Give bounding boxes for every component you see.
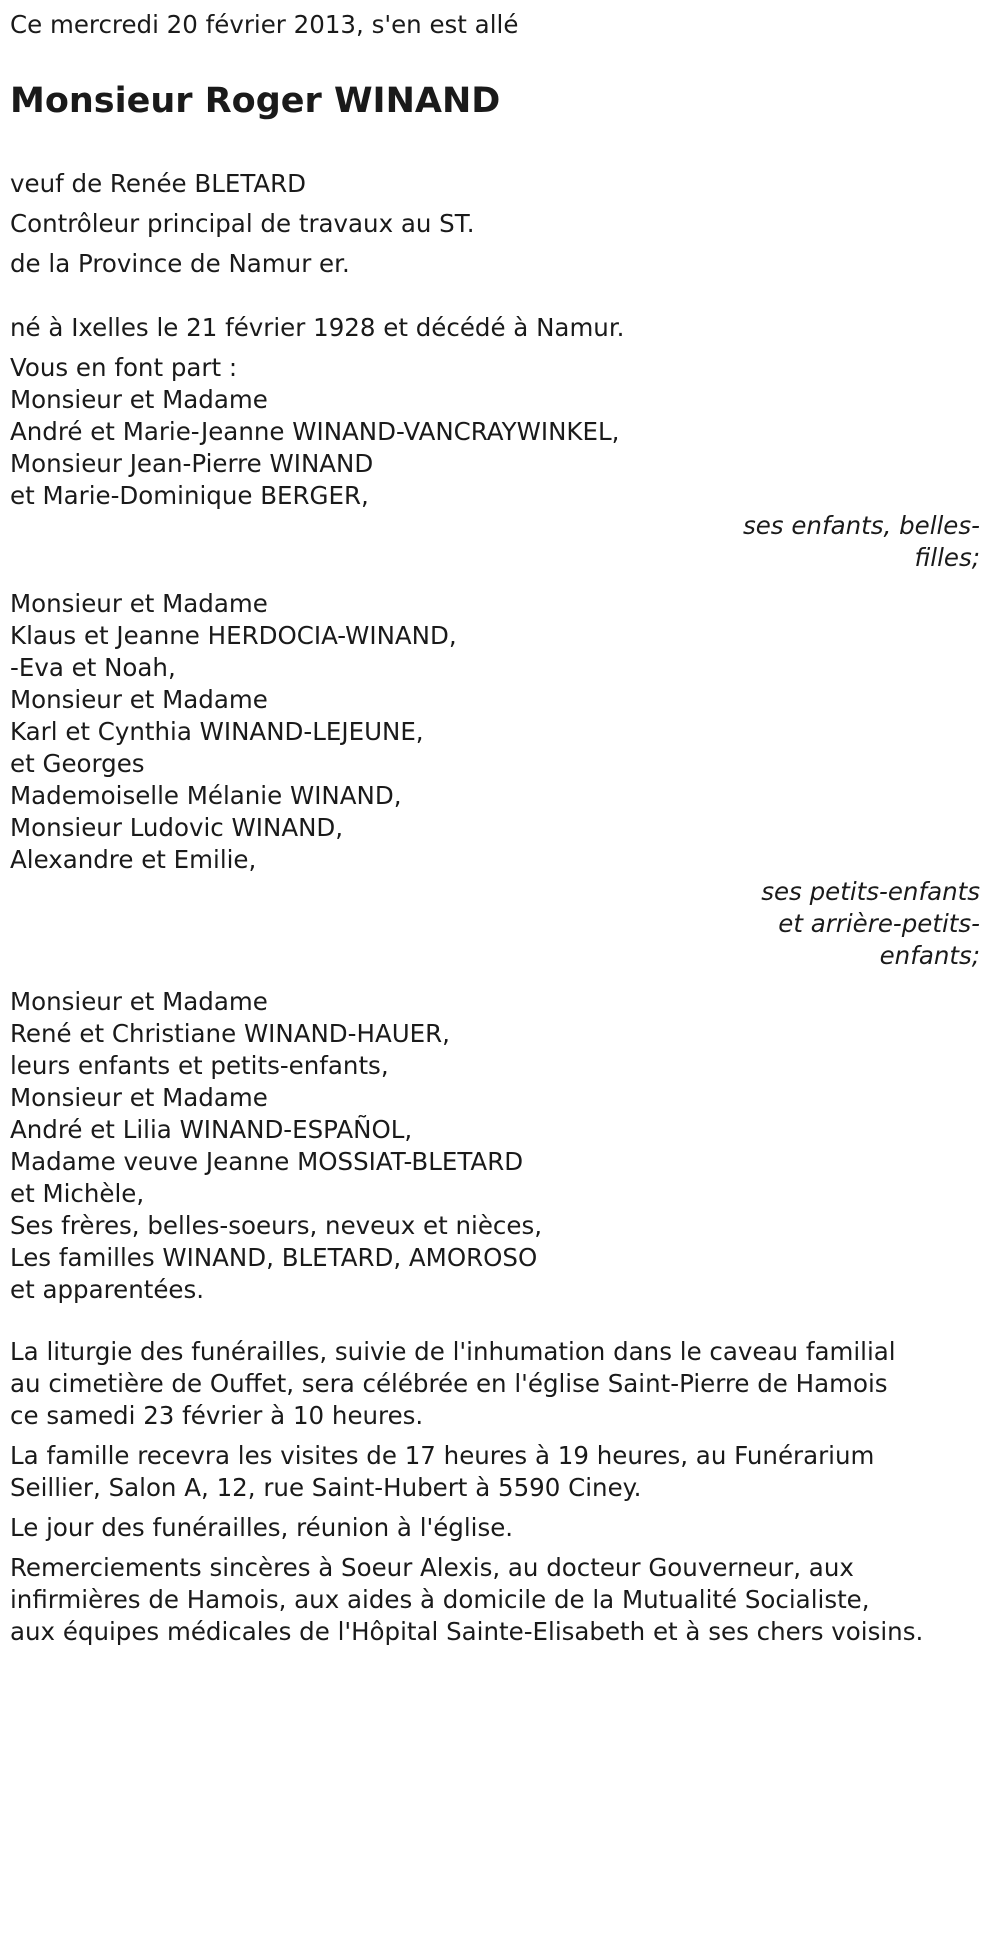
paragraph-line: aux équipes médicales de l'Hôpital Sainte-Elisabeth et à ses chers voisins. [10, 1617, 924, 1646]
family-line: et Marie-Dominique BERGER, [10, 481, 369, 510]
family-line: Monsieur et Madame [10, 385, 268, 414]
family-line: Alexandre et Emilie, [10, 845, 257, 874]
family-line: Les familles WINAND, BLETARD, AMOROSO [10, 1243, 538, 1272]
family-line: et apparentées. [10, 1275, 205, 1304]
family-line: René et Christiane WINAND-HAUER, [10, 1019, 450, 1048]
paragraph-line: infirmières de Hamois, aux aides à domicile de la Mutualité Socialiste, [10, 1585, 870, 1614]
relation-line: ses enfants, belles- [742, 511, 980, 540]
paragraph-line: La famille recevra les visites de 17 heures à 19 heures, au Funérarium [10, 1441, 875, 1470]
family-line: Monsieur Jean-Pierre WINAND [10, 449, 374, 478]
family-line: Klaus et Jeanne HERDOCIA-WINAND, [10, 621, 457, 650]
birth-death-line: né à Ixelles le 21 février 1928 et décédé à Namur. [10, 313, 625, 342]
paragraph-line: Seillier, Salon A, 12, rue Saint-Hubert à 5590 Ciney. [10, 1473, 642, 1502]
detail-line: veuf de Renée BLETARD [10, 169, 307, 198]
family-line: -Eva et Noah, [10, 653, 176, 682]
family-line: André et Lilia WINAND-ESPAÑOL, [10, 1115, 413, 1144]
family-line: Monsieur et Madame [10, 987, 268, 1016]
family-group-children [10, 348, 1000, 516]
family-line: Mademoiselle Mélanie WINAND, [10, 781, 402, 810]
relation-grandchildren [10, 876, 990, 972]
paragraph-line: La liturgie des funérailles, suivie de l'inhumation dans le caveau familial [10, 1337, 896, 1366]
paragraph-line: Le jour des funérailles, réunion à l'église. [10, 1513, 514, 1542]
family-line: leurs enfants et petits-enfants, [10, 1051, 389, 1080]
family-line: et Michèle, [10, 1179, 145, 1208]
visits-paragraph [10, 1440, 1000, 1504]
relation-line: enfants; [879, 941, 980, 970]
detail-line: Contrôleur principal de travaux au ST. [10, 209, 475, 238]
family-line: Monsieur et Madame [10, 589, 268, 618]
paragraph-line: Remerciements sincères à Soeur Alexis, au docteur Gouverneur, aux [10, 1553, 854, 1582]
paragraph-line: au cimetière de Ouffet, sera célébrée en l'église Saint-Pierre de Hamois [10, 1369, 888, 1398]
thanks-paragraph [10, 1552, 1000, 1648]
family-line: Monsieur Ludovic WINAND, [10, 813, 344, 842]
relation-line: filles; [914, 543, 980, 572]
meeting-paragraph [10, 1512, 1000, 1544]
family-line: Ses frères, belles-soeurs, neveux et nièces, [10, 1211, 543, 1240]
relation-line: ses petits-enfants [761, 877, 980, 906]
intro-text: Ce mercredi 20 février 2013, s'en est allé [10, 10, 519, 39]
obituary-notice [10, 0, 1000, 1648]
family-line: Monsieur et Madame [10, 1083, 268, 1112]
relation-line: et arrière-petits- [778, 909, 980, 938]
family-line: Karl et Cynthia WINAND-LEJEUNE, [10, 717, 424, 746]
family-line: Monsieur et Madame [10, 685, 268, 714]
family-line: Vous en font part : [10, 353, 238, 382]
deceased-name: Monsieur Roger WINAND [10, 81, 501, 121]
family-group-siblings [10, 986, 1000, 1306]
family-line: André et Marie-Jeanne WINAND-VANCRAYWINKEL, [10, 417, 620, 446]
deceased-details [10, 164, 1000, 284]
relation-children [10, 510, 990, 574]
paragraph-line: ce samedi 23 février à 10 heures. [10, 1401, 424, 1430]
family-group-grandchildren [10, 588, 1000, 876]
detail-line: de la Province de Namur er. [10, 249, 350, 278]
family-line: Madame veuve Jeanne MOSSIAT-BLETARD [10, 1147, 524, 1176]
funeral-paragraph [10, 1336, 1000, 1432]
family-line: et Georges [10, 749, 145, 778]
